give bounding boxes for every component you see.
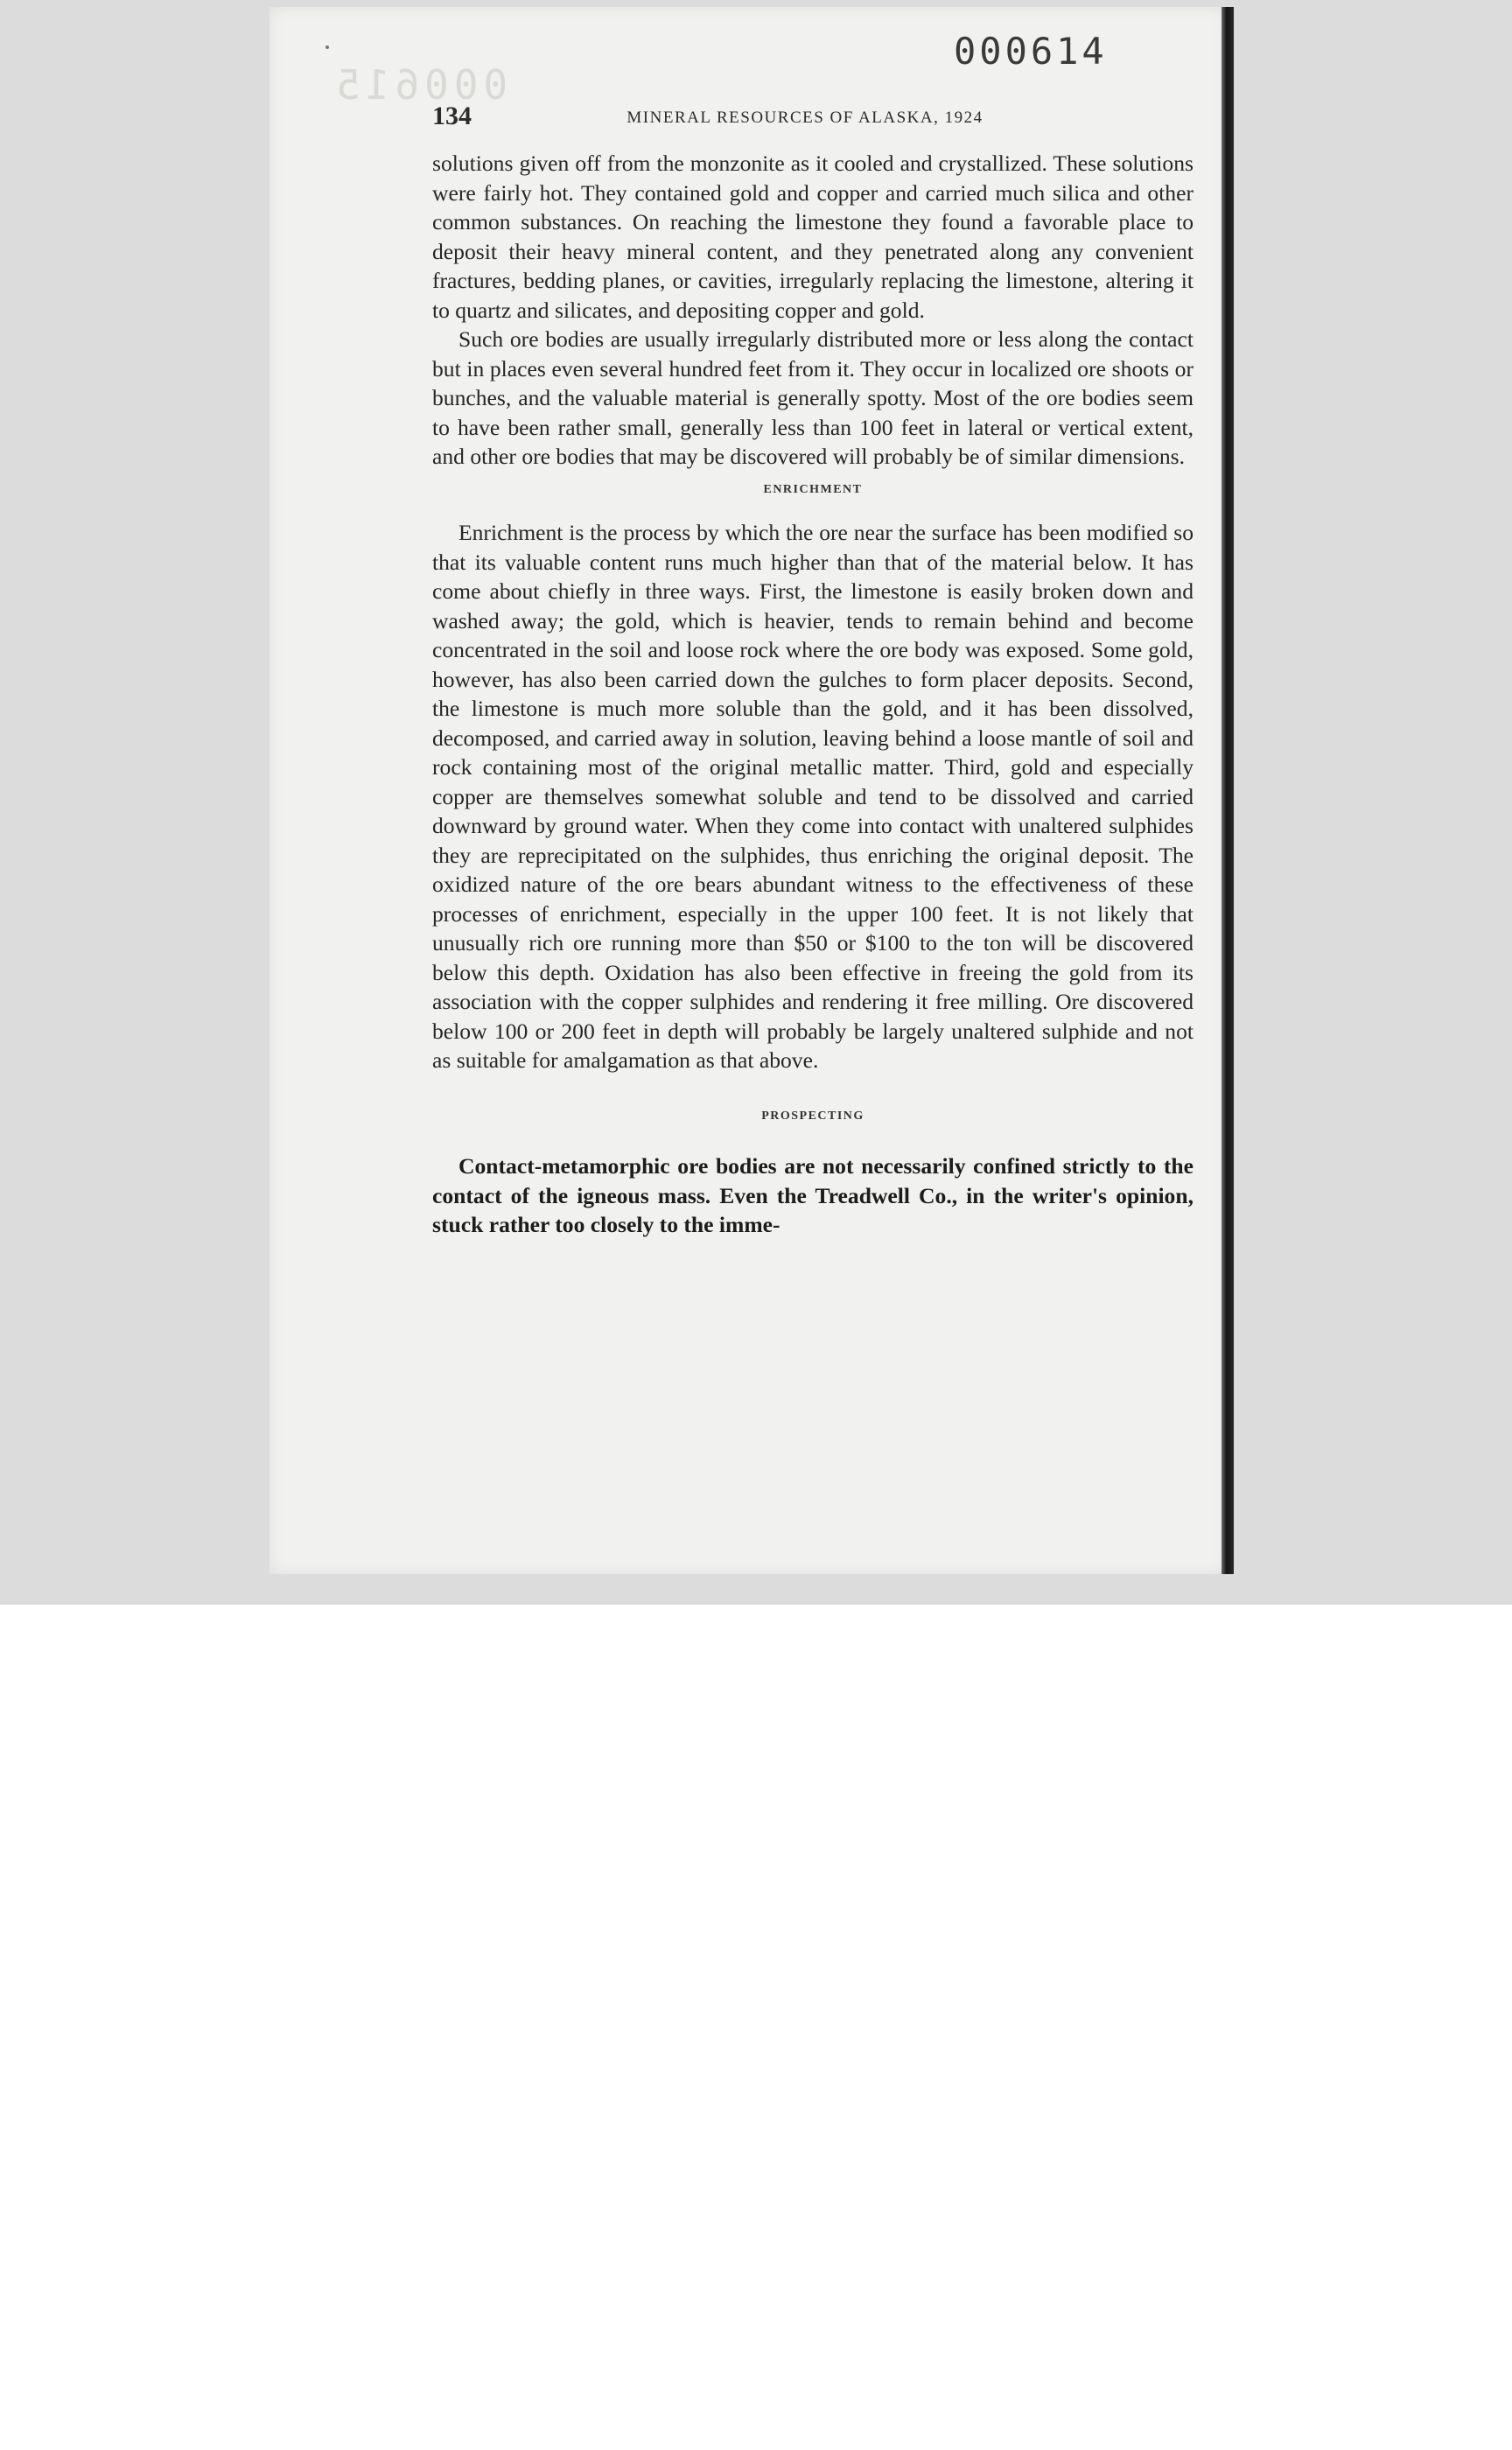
running-title: MINERAL RESOURCES OF ALASKA, 1924 xyxy=(626,108,984,127)
paragraph-ore-bodies: Such ore bodies are usually irregularly distributed more or less along the contact but in places even several hundred feet from it. They occur in localized ore shoots or bunches, and the valuable material is generally spotty. Most of the ore bodies seem to have been rather small, generally less than 100 feet in lateral or vertical extent, and other ore bodies that may be discovered will probably be of similar dimensions. xyxy=(432,326,1194,469)
ink-speck xyxy=(326,46,329,49)
document-page xyxy=(270,7,1227,1574)
bleed-through-stamp: 000615 xyxy=(331,61,508,108)
running-head xyxy=(432,102,1178,131)
document-stamp-number: 000614 xyxy=(954,30,1108,73)
paragraph-continued: solutions given off from the monzonite as it cooled and crystallized. These solutions were fairly hot. They contained gold and copper and carried much silica and other common substances. On reaching the limestone they found a favorable place to deposit their heavy mineral content, and they penetrated along any convenient fractures, bedding planes, or cavities, irregularly replacing the limestone, altering it to quartz and silicates, and depositing copper and gold. xyxy=(432,150,1194,323)
paragraph-enrichment: Enrichment is the process by which the ore near the surface has been modified so that its valuable content runs much higher than that of the material below. It has come about chiefly in three ways. First, the limestone is easily broken down and washed away; the gold, which is heavier, tends to remain behind and become concentrated in the soil and loose rock where the ore body was exposed. Some gold, however, has also been carried down the gulches to form placer deposits. Second, the limestone is much more soluble than the gold, and it has been dissolved, decomposed, and carried away in solution, leaving behind a loose mantle of soil and rock containing most of the original metallic matter. Third, gold and especially copper are themselves somewhat soluble and tend to be dissolved and carried downward by ground water. When they come into contact with unaltered sulphides they are reprecipitated on the sulphides, thus enriching the original deposit. The oxidized nature of the ore bears abundant witness to the effectiveness of these processes of enrichment, especially in the upper 100 feet. It is not likely that unusually rich ore running more than $50 or $100 to the ton will be discovered below this depth. Oxidation has also been effective in freeing the gold from its association with the copper sulphides and rendering it free milling. Ore discovered below 100 or 200 feet in depth will probably be largely unaltered sulphide and not as suitable for amalgamation as that above. xyxy=(432,520,1194,1073)
section-heading-prospecting: PROSPECTING xyxy=(761,1109,864,1123)
paragraph-prospecting: Contact-metamorphic ore bodies are not necessarily confined strictly to the contact of the igneous mass. Even the Treadwell Co., in the writer's opinion, stuck rather too closely to the imme- xyxy=(432,1153,1194,1237)
body-text xyxy=(432,149,1194,1240)
section-heading-enrichment: ENRICHMENT xyxy=(763,482,863,496)
binding-shadow xyxy=(1222,7,1234,1574)
page-number: 134 xyxy=(432,102,472,130)
